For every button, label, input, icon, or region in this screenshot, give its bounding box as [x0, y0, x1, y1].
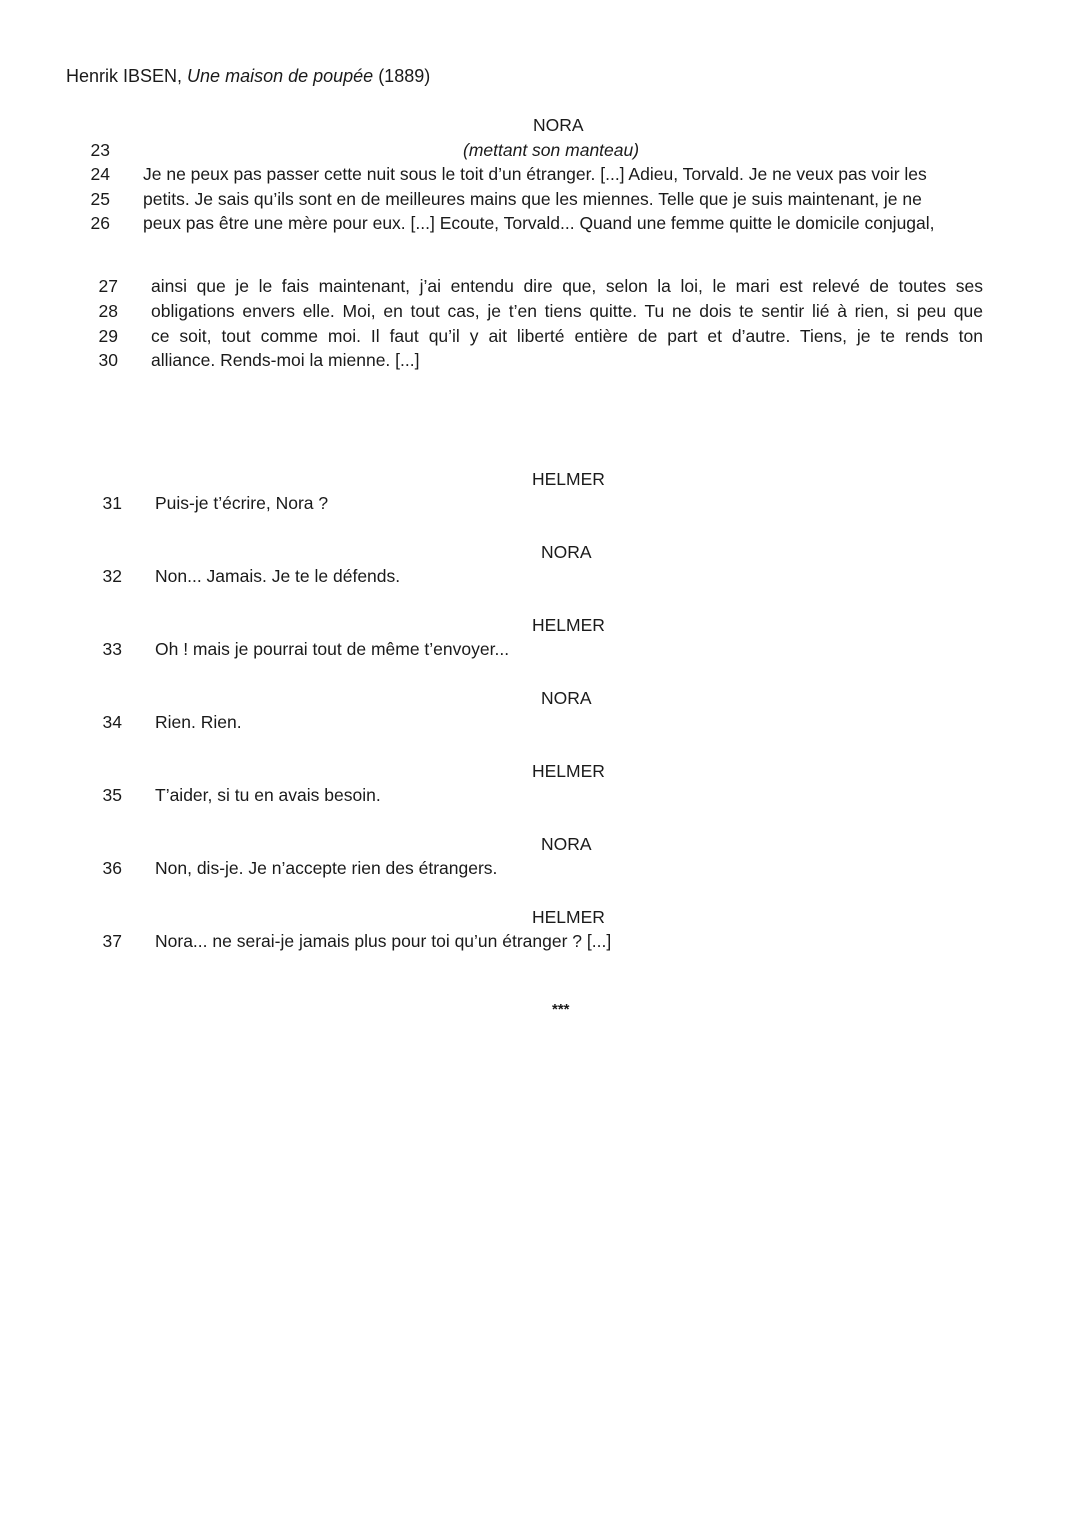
text-line: obligations envers elle. Moi, en tout cas, je t’en tiens quitte. Tu ne dois te sentir lié à rien, si peu que: [151, 301, 983, 321]
stage-direction: (mettant son manteau): [463, 140, 640, 160]
line-number: 36: [102, 858, 122, 878]
line-number: 23: [90, 140, 110, 160]
speaker-nora: NORA: [541, 834, 592, 854]
line-number: 25: [90, 189, 110, 209]
text-line: petits. Je sais qu’ils sont en de meilleures mains que les miennes. Telle que je suis maintenant, je ne: [143, 189, 922, 209]
text-line: ainsi que je le fais maintenant, j’ai entendu dire que, selon la loi, le mari est relevé de toutes ses: [151, 276, 983, 296]
line-number: 31: [102, 493, 122, 513]
header-title: Une maison de poupée: [187, 66, 374, 86]
line-number: 30: [98, 350, 118, 370]
speaker-nora: NORA: [533, 115, 584, 135]
line-number: 34: [102, 712, 122, 732]
dialogue-line: Non, dis-je. Je n’accepte rien des étrangers.: [155, 858, 498, 878]
speaker-nora: NORA: [541, 688, 592, 708]
dialogue-line: Puis-je t’écrire, Nora ?: [155, 493, 329, 513]
line-number: 27: [98, 276, 118, 296]
dialogue-line: T’aider, si tu en avais besoin.: [155, 785, 381, 805]
line-number: 33: [102, 639, 122, 659]
speaker-nora: NORA: [541, 542, 592, 562]
text-line: ce soit, tout comme moi. Il faut qu’il y ait liberté entière de part et d’autre. Tiens, je te rends ton: [151, 326, 983, 346]
end-mark: ***: [552, 1001, 570, 1018]
line-number: 29: [98, 326, 118, 346]
document-header: [66, 66, 430, 87]
dialogue-line: Oh ! mais je pourrai tout de même t’envoyer...: [155, 639, 510, 659]
line-number: 35: [102, 785, 122, 805]
header-author: Henrik IBSEN,: [66, 66, 188, 86]
speaker-helmer: HELMER: [532, 615, 605, 635]
line-number: 26: [90, 213, 110, 233]
line-number: 32: [102, 566, 122, 586]
line-number: 37: [102, 931, 122, 951]
speaker-helmer: HELMER: [532, 469, 605, 489]
dialogue-line: Non... Jamais. Je te le défends.: [155, 566, 401, 586]
header-year: (1889): [373, 66, 431, 86]
text-line: alliance. Rends-moi la mienne. [...]: [151, 350, 420, 370]
line-number: 24: [90, 164, 110, 184]
speaker-helmer: HELMER: [532, 761, 605, 781]
text-line: Je ne peux pas passer cette nuit sous le toit d’un étranger. [...] Adieu, Torvald. Je ne veux pas voir les: [143, 164, 927, 184]
text-line: peux pas être une mère pour eux. [...] Ecoute, Torvald... Quand une femme quitte le domicile conjugal,: [143, 213, 935, 233]
speaker-helmer: HELMER: [532, 907, 605, 927]
line-number: 28: [98, 301, 118, 321]
dialogue-line: Nora... ne serai-je jamais plus pour toi qu’un étranger ? [...]: [155, 931, 612, 951]
dialogue-line: Rien. Rien.: [155, 712, 242, 732]
